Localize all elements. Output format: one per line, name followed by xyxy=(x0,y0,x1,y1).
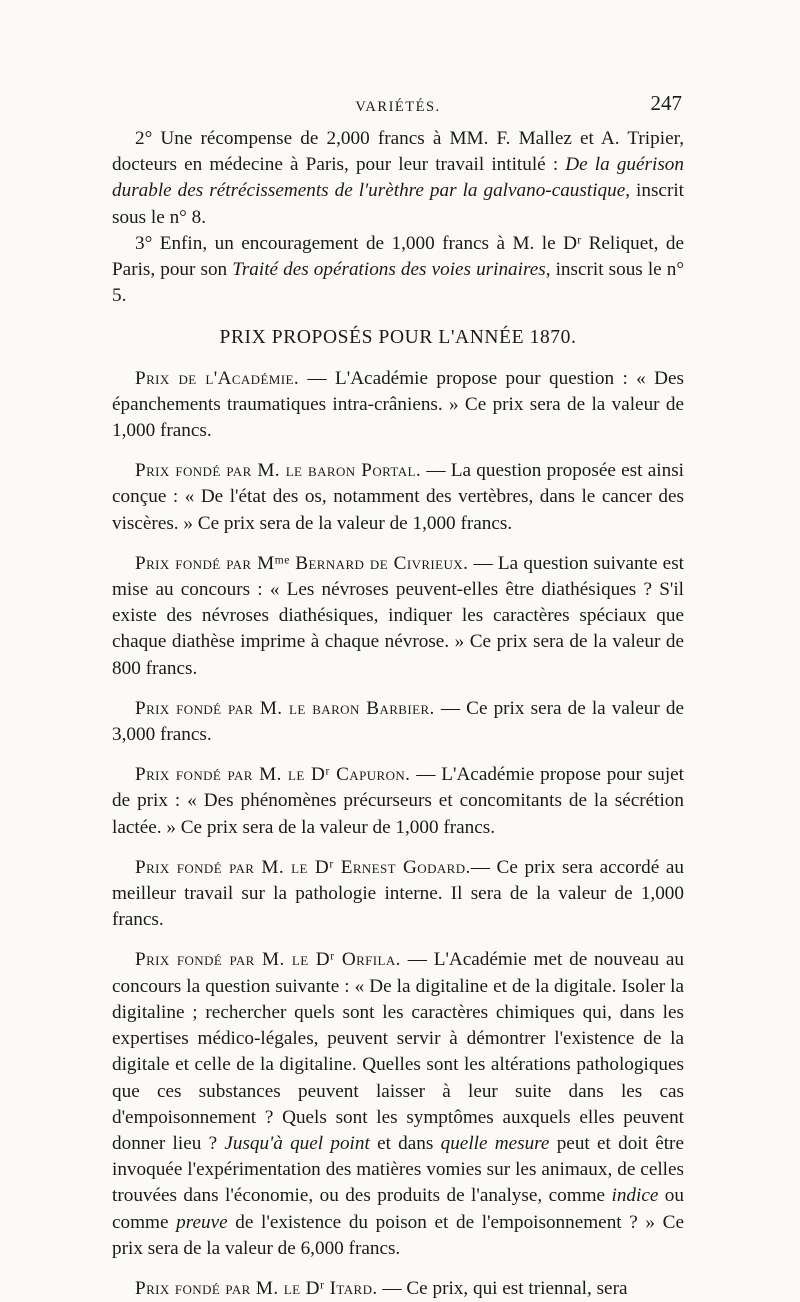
prize-paragraph-orfila: Prix fondé par M. le Dʳ Orfila. — L'Académie met de nouveau au concours la question suivante : « De la digitaline et de la digitale. Isoler la digitaline ; rechercher quels sont les caractères chimiques qui, dans les expertises médico-légales, peuvent servir à démontrer l'existence de la digitale et celle de la digitaline. Quelles sont les altérations pathologiques que ces substances peuvent laisser à leur suite dans les cas d'empoisonnement ? Quels sont les symptômes auxquels elles peuvent donner lieu ? Jusqu'à quel point et dans quelle mesure peut et doit être invoquée l'expérimentation des matières vomies sur les animaux, de celles trouvées dans l'économie, ou des produits de l'analyse, comme indice ou comme preuve de l'existence du poison et de l'empoisonnement ? » Ce prix sera de la valeur de 6,000 francs. xyxy=(112,949,684,1259)
prize-paragraph-itard: Prix fondé par M. le Dʳ Itard. — Ce prix, qui est triennal, sera xyxy=(135,1277,628,1299)
prize-label: Prix fondé par M. le baron Portal. xyxy=(135,460,422,482)
prize-label: Prix fondé par M. le Dʳ Orfila. xyxy=(135,949,401,971)
prize-label: Prix fondé par Mᵐᵉ Bernard de Civrieux. xyxy=(135,552,469,574)
prize-paragraph: Prix fondé par M. le baron Barbier. — Ce prix sera de la valeur de 3,000 francs. xyxy=(112,697,684,746)
prize-label: Prix fondé par M. le Dʳ Ernest Godard. xyxy=(135,856,471,878)
work-title: De la guérison durable des rétrécissements de l'urèthre par la galvano-caustique xyxy=(112,154,684,202)
prize-paragraph: Prix fondé par M. le baron Portal. — La question proposée est ainsi conçue : « De l'état des os, notamment des vertèbres, dans le cancer des viscères. » Ce prix sera de la valeur de 1,000 francs. xyxy=(112,460,685,534)
prize-paragraph: Prix fondé par Mᵐᵉ Bernard de Civrieux. — La question suivante est mise au concours : « Les névroses peuvent-elles être diathésiques ? S'il existe des névroses diathésiques, indiquer les caractères spéciaux que chaque diathèse imprime à chaque névrose. » Ce prix sera de la valeur de 800 francs. xyxy=(112,552,684,679)
document-page xyxy=(112,91,685,1302)
prize-label: Prix de l'Académie. xyxy=(135,367,300,389)
prize-paragraph: Prix fondé par M. le Dʳ Capuron. — L'Académie propose pour sujet de prix : « Des phénomènes précurseurs et concomitants de la sécrétion lactée. » Ce prix sera de la valeur de 1,000 francs. xyxy=(112,764,684,838)
prize-paragraph: Prix fondé par M. le Dʳ Ernest Godard.— Ce prix sera accordé au meilleur travail sur la pathologie interne. Il sera de la valeur de 1,000 francs. xyxy=(112,856,684,931)
running-title: VARIÉTÉS. xyxy=(355,99,441,115)
award-paragraph: 3° Enfin, un encouragement de 1,000 francs à M. le Dʳ Reliquet, de Paris, pour son Traité des opérations des voies urinaires, inscrit sous le n° 5. xyxy=(112,232,685,307)
prize-label: Prix fondé par M. le baron Barbier. xyxy=(135,697,435,719)
work-title: Traité des opérations des voies urinaires xyxy=(232,259,546,281)
running-header xyxy=(112,91,684,124)
prize-label: Prix fondé par M. le Dʳ Itard. xyxy=(135,1277,378,1299)
section-heading: PRIX PROPOSÉS POUR L'ANNÉE 1870. xyxy=(219,327,577,349)
prize-paragraph: Prix de l'Académie. — L'Académie propose pour question : « Des épanchements traumatiques intra-crâniens. » Ce prix sera de la valeur de 1,000 francs. xyxy=(112,367,684,442)
page-number: 247 xyxy=(650,91,682,115)
award-paragraph: 2° Une récompense de 2,000 francs à MM. F. Mallez et A. Tripier, docteurs en médecine à Paris, pour leur travail intitulé : De la guérison durable des rétrécissements de l'urèthre par la galvano-caustique, inscrit sous le n° 8. xyxy=(112,128,685,228)
prize-label: Prix fondé par M. le Dʳ Capuron. xyxy=(135,764,411,786)
